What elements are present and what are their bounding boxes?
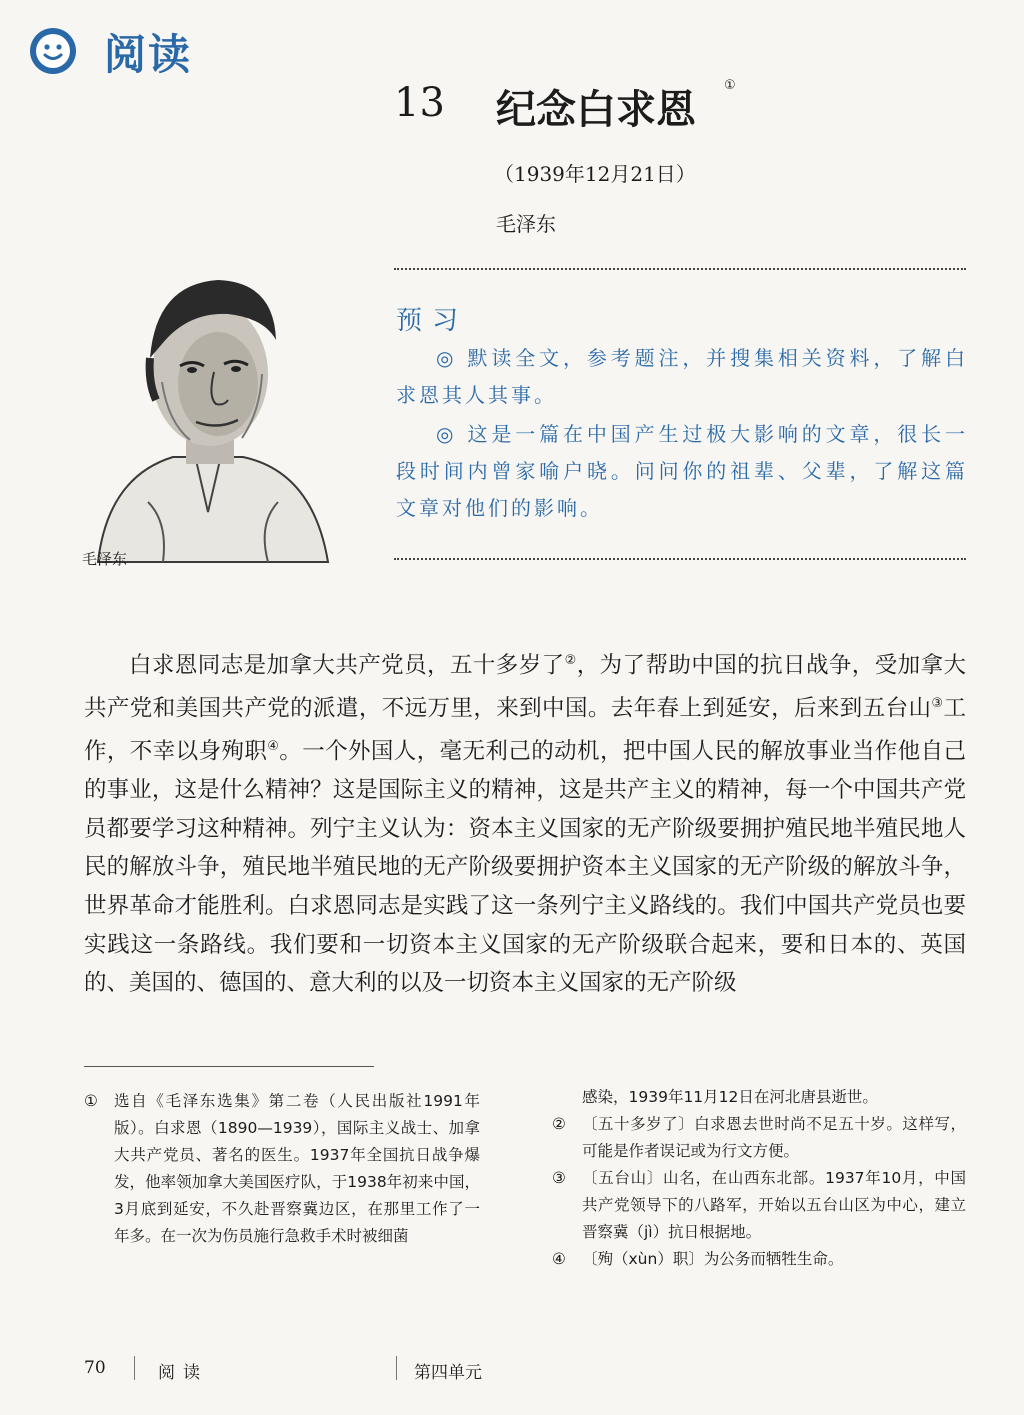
footnote-continuation: 感染，1939年11月12日在河北唐县逝世。 [582, 1088, 878, 1106]
body-paragraph: 白求恩同志是加拿大共产党员，五十多岁了②，为了帮助中国的抗日战争，受加拿大共产党和美国共产党的派遣，不远万里，来到中国。去年春上到延安，后来到五台山③工作，不幸以身殉职④。一个外国人，毫无利己的动机，把中国人民的解放事业当作他自己的事业，这是什么精神？这是国际主义的精神，这是共产主义的精神，每一个中国共产党员都要学习这种精神。列宁主义认为：资本主义国家的无产阶级要拥护殖民地半殖民地人民的解放斗争，殖民地半殖民地的无产阶级要拥护资本主义国家的无产阶级的解放斗争，世界革命才能胜利。白求恩同志是实践了这一条列宁主义路线的。我们中国共产党员也要实践这一条路线。我们要和一切资本主义国家的无产阶级联合起来，要和日本的、英国的、美国的、德国的、意大利的以及一切资本主义国家的无产阶级 [84, 652, 966, 997]
preview-heading: 预习 [396, 306, 469, 336]
title-footnote-ref: ① [724, 78, 736, 93]
footnote-text: 〔五十多岁了〕白求恩去世时尚不足五十岁。这样写，可能是作者误记或为行文方便。 [582, 1115, 966, 1160]
footnote-item [552, 1165, 966, 1246]
author-name: 毛泽东 [496, 212, 556, 236]
footnotes-right [552, 1084, 966, 1273]
preview-top-divider [394, 268, 966, 270]
footnote-number: ④ [552, 1250, 566, 1268]
smiley-face-icon [30, 28, 76, 74]
footnote-item [552, 1246, 966, 1273]
footnote-text: 选自《毛泽东选集》第二卷（人民出版社1991年版）。白求恩（1890—1939），国际主义战士、加拿大共产党员、著名的医生。1937年全国抗日战争爆发，他率领加拿大美国医疗队，于1938年初来中国，3月底到延安，不久赴晋察冀边区，在那里工作了一年多。在一次为伤员施行急救手术时被细菌 [114, 1092, 480, 1245]
section-label: 阅读 [104, 30, 193, 79]
footnote-divider [84, 1066, 374, 1067]
page-title: 纪念白求恩 [496, 87, 696, 133]
author-portrait [78, 262, 338, 572]
footnote-text: 〔殉（xùn）职〕为公务而牺牲生命。 [582, 1250, 844, 1268]
footer-unit-label: 第四单元 [414, 1363, 482, 1383]
footnote-number: ③ [552, 1169, 566, 1187]
footnote-number: ② [552, 1115, 566, 1133]
preview-item: ◎ 这是一篇在中国产生过极大影响的文章，很长一段时间内曾家喻户晓。问问你的祖辈、父辈，了解这篇文章对他们的影响。 [396, 422, 968, 520]
footer-section-label: 阅读 [158, 1363, 208, 1383]
portrait-caption: 毛泽东 [82, 550, 128, 568]
footnotes-left [84, 1088, 480, 1250]
footnote-ref: ④ [267, 739, 280, 755]
footnote-item [552, 1111, 966, 1165]
preview-bottom-divider [394, 558, 966, 560]
footnote-number: ① [84, 1092, 98, 1110]
footnote-item [84, 1088, 480, 1250]
article-date: （1939年12月21日） [494, 162, 696, 186]
footer-divider [396, 1356, 397, 1380]
preview-item: ◎ 默读全文，参考题注，并搜集相关资料，了解白求恩其人其事。 [396, 346, 968, 407]
lesson-number: 13 [394, 80, 445, 126]
page-number: 70 [84, 1358, 106, 1378]
footnote-text: 〔五台山〕山名，在山西东北部。1937年10月，中国共产党领导下的八路军，开始以五台山区为中心，建立晋察冀（jì）抗日根据地。 [582, 1169, 966, 1241]
footnote-ref: ② [564, 653, 577, 668]
footer-divider [134, 1356, 135, 1380]
footnote-ref: ③ [931, 696, 944, 712]
